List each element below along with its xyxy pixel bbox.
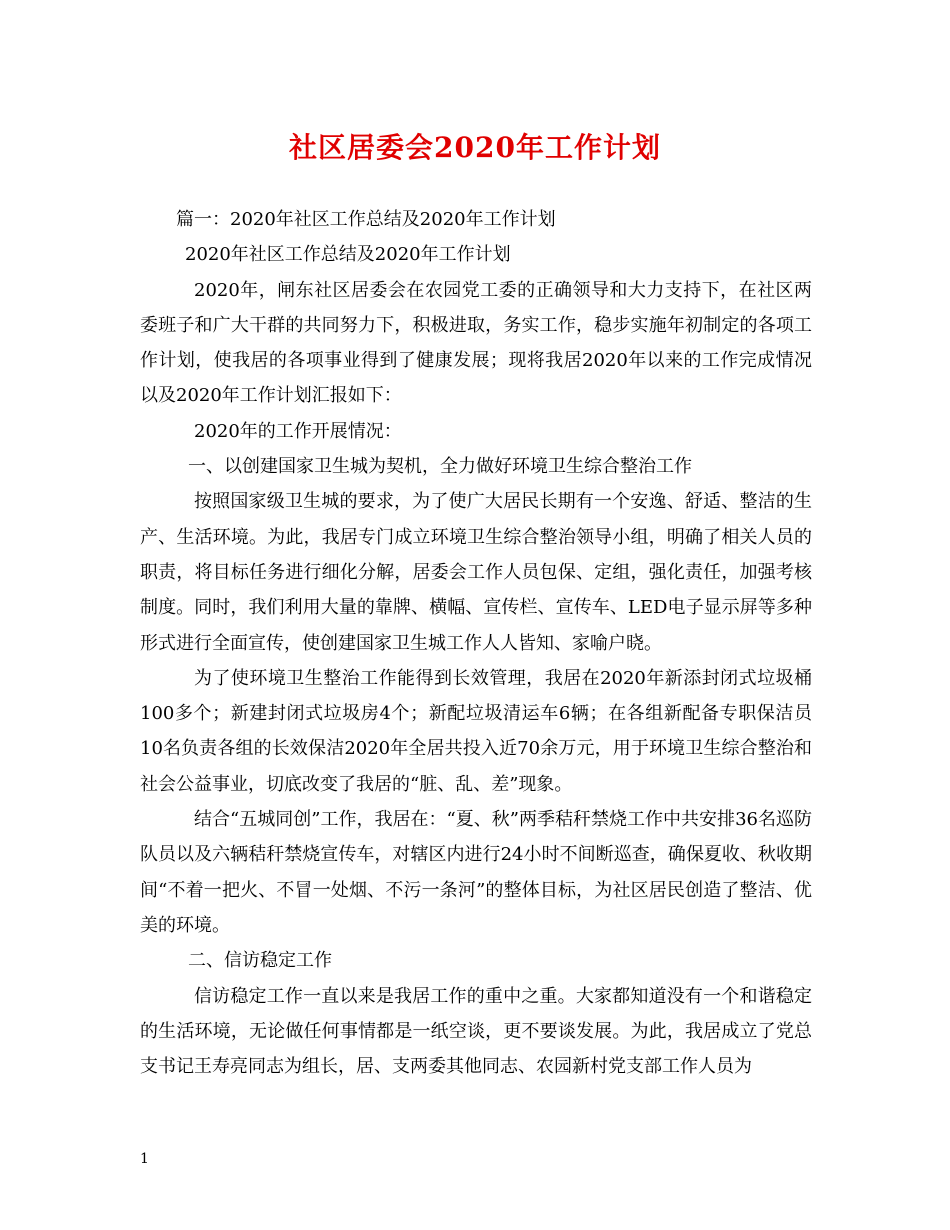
paragraph-five-cities: 结合“五城同创”工作，我居在：“夏、秋”两季秸秆禁烧工作中共安排36名巡防队员以及六辆秸秆禁烧宣传车，对辖区内进行24小时不间断巡查，确保夏收、秋收期间“不着一把火、不冒一处烟、不污一条河”的整体目标，为社区居民创造了整洁、优美的环境。 [140,809,812,936]
sub-heading: 2020年社区工作总结及2020年工作计划 [185,244,511,266]
heading-item-1: 一、以创建国家卫生城为契机，全力做好环境卫生综合整治工作 [188,456,692,478]
page-number: 1 [140,1151,149,1167]
paragraph-intro: 2020年，闸东社区居委会在农园党工委的正确领导和大力支持下，在社区两委班子和广大干群的共同努力下，积极进取，务实工作，稳步实施年初制定的各项工作计划，使我居的各项事业得到了健康发展；现将我居2020年以来的工作完成情况以及2020年工作计划汇报如下： [140,279,812,407]
page-title: 社区居委会2020年工作计划 [289,131,661,164]
paragraph-sanitation: 按照国家级卫生城的要求，为了使广大居民长期有一个安逸、舒适、整洁的生产、生活环境。为此，我居专门成立环境卫生综合整治领导小组，明确了相关人员的职责，将目标任务进行细化分解，居委会工作人员包保、定组，强化责任，加强考核制度。同时，我们利用大量的靠牌、横幅、宣传栏、宣传车、LED电子显示屏等多种形式进行全面宣传，使创建国家卫生城工作人人皆知、家喻户晓。 [140,491,812,654]
section-heading-part1: 篇一：2020年社区工作总结及2020年工作计划 [176,209,556,230]
heading-item-2: 二、信访稳定工作 [188,950,332,972]
paragraph-petition-stability: 信访稳定工作一直以来是我居工作的重中之重。大家都知道没有一个和谐稳定的生活环境，无论做任何事情都是一纸空谈，更不要谈发展。为此，我居成立了党总支书记王寿亮同志为组长，居、支两委其他同志、农园新村党支部工作人员为 [140,985,812,1078]
document-body [140,202,812,1084]
paragraph-work-status: 2020年的工作开展情况： [194,420,402,442]
paragraph-long-term-management: 为了使环境卫生整治工作能得到长效管理，我居在2020年新添封闭式垃圾桶100多个；新建封闭式垃圾房4个；新配垃圾清运车6辆；在各组新配备专职保洁员10名负责各组的长效保洁2020年全居共投入近70余万元，用于环境卫生综合整治和社会公益事业，切底改变了我居的“脏、乱、差”现象。 [140,667,812,795]
